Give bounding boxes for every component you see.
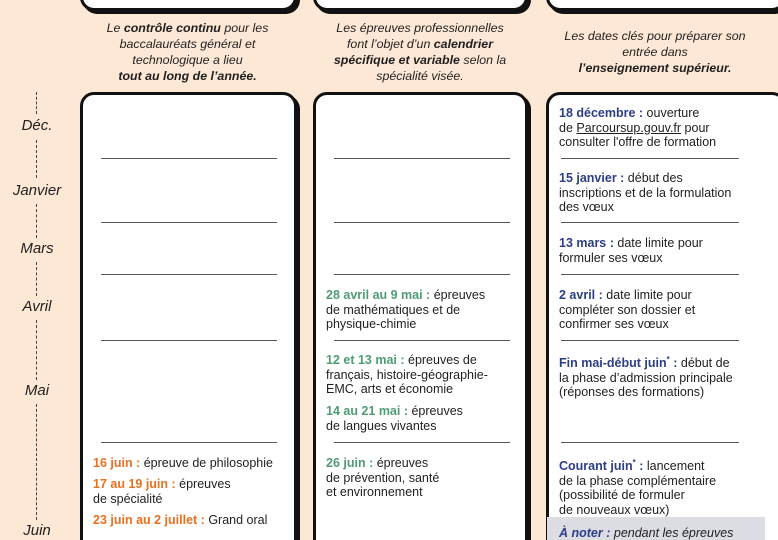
timeline-dash: [36, 140, 37, 178]
timeline-dash: [36, 204, 37, 238]
event-grand-oral: 23 juin au 2 juillet : Grand oral: [93, 513, 268, 527]
timeline-dash: [36, 92, 37, 114]
event-ouverture-parcoursup: 18 décembre : ouverture de Parcoursup.gouv.fr pour consulter l'offre de formation: [559, 106, 717, 149]
divider: [561, 442, 739, 443]
parcoursup-link[interactable]: Parcoursup.gouv.fr: [576, 120, 682, 135]
column-bac-pro: [313, 92, 528, 540]
intro-text-1: Le contrôle continu pour les baccalauréats général et technologique a lieu tout au long de l’année.: [106, 21, 269, 83]
event-admission-principale: Fin mai-début juin* : début de la phase d’admission principale (réponses des formations): [559, 355, 733, 400]
timeline-dash: [36, 404, 37, 520]
event-langues: 14 au 21 mai : épreuves de langues vivantes: [326, 404, 463, 433]
divider: [101, 222, 277, 223]
divider: [101, 158, 277, 159]
divider: [334, 222, 510, 223]
divider: [101, 442, 277, 443]
divider: [101, 274, 277, 275]
column-bac-general: [80, 92, 297, 540]
event-phase-complementaire: Courant juin* : lancement de la phase complémentaire (possibilité de formuler de nouveaux vœux): [559, 458, 717, 517]
month-mai: Mai: [24, 382, 50, 399]
top-box-3: [546, 0, 778, 11]
divider: [334, 158, 510, 159]
month-juin: Juin: [23, 522, 51, 539]
event-maths-physique: 28 avril au 9 mai : épreuves de mathématiques et de physique-chimie: [326, 288, 486, 331]
divider: [561, 158, 739, 159]
event-limite-voeux: 13 mars : date limite pour formuler ses vœux: [559, 236, 703, 265]
event-specialite: 17 au 19 juin : épreuves de spécialité: [93, 477, 231, 506]
intro-text-3: Les dates clés pour préparer son entrée dans l’enseignement supérieur.: [564, 29, 746, 75]
divider: [334, 442, 510, 443]
top-box-1: [80, 0, 297, 11]
month-dec: Déc.: [21, 117, 53, 134]
note-box: [547, 517, 765, 540]
divider: [334, 340, 510, 341]
intro-text-2: Les épreuves professionnelles font l’objet d’un calendrier spécifique et variable selon la spécialité visée.: [333, 21, 507, 83]
divider: [101, 340, 277, 341]
event-francais-histoire: 12 et 13 mai : épreuves de français, histoire-géographie- EMC, arts et économie: [326, 353, 488, 396]
column-parcoursup: [546, 92, 778, 540]
divider: [561, 222, 739, 223]
note-text: À noter : pendant les épreuves: [559, 526, 734, 540]
divider: [561, 340, 739, 341]
month-avril: Avril: [22, 298, 52, 315]
timeline-dash: [36, 320, 37, 380]
event-limite-dossier: 2 avril : date limite pour compléter son dossier et confirmer ses vœux: [559, 288, 696, 331]
divider: [334, 274, 510, 275]
event-debut-inscriptions: 15 janvier : début des inscriptions et de la formulation des vœux: [559, 171, 732, 214]
event-prevention-sante: 26 juin : épreuves de prévention, santé et environnement: [326, 456, 440, 499]
month-janvier: Janvier: [12, 182, 62, 199]
timeline-dash: [36, 262, 37, 296]
top-box-2: [313, 0, 528, 11]
divider: [561, 274, 739, 275]
month-mars: Mars: [20, 240, 54, 257]
event-philosophie: 16 juin : épreuve de philosophie: [93, 456, 273, 470]
